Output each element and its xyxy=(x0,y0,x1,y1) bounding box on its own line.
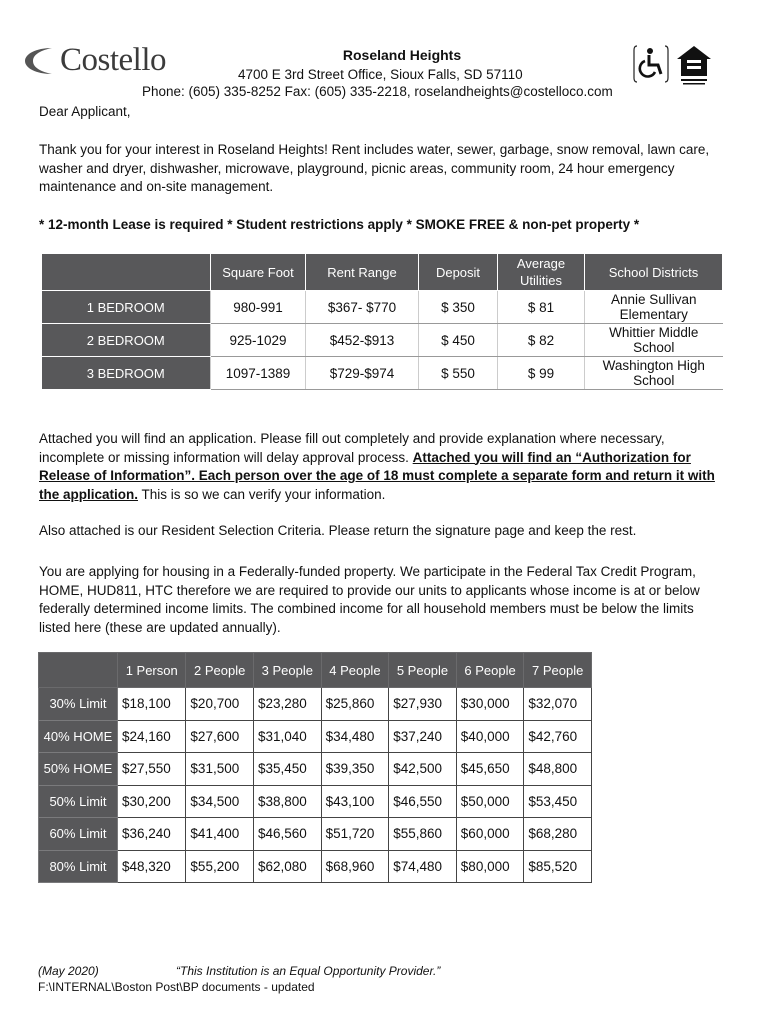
income-header: 6 People xyxy=(456,653,524,688)
footer-line xyxy=(38,964,440,978)
table-cell: $46,560 xyxy=(254,818,322,851)
table-cell: $ 450 xyxy=(419,324,498,357)
footer-date: (May 2020) xyxy=(38,964,99,978)
federal-paragraph: You are applying for housing in a Federally-funded property. We participate in the Federal Tax Credit Program, HOME, HUD811, HTC therefore we are required to provide our units to applicants whose income is at or below federally determined income limits. The combined income for all household members must be below the limits listed here (these are updated annually). xyxy=(39,564,700,635)
income-header: 7 People xyxy=(524,653,592,688)
table-cell: $27,600 xyxy=(186,720,254,753)
table-cell: $ 81 xyxy=(498,291,585,324)
table-row xyxy=(39,688,592,721)
table-cell: $ 82 xyxy=(498,324,585,357)
unit-header-schools: School Districts xyxy=(585,254,723,291)
intro-paragraph: Thank you for your interest in Roseland Heights! Rent includes water, sewer, garbage, snow removal, lawn care, washer and dryer, dishwasher, microwave, playground, picnic areas, community room, 24 hour emergency maintenance and on-site management. xyxy=(39,142,710,194)
income-header-blank xyxy=(39,653,118,688)
table-row xyxy=(42,324,723,357)
application-paragraph xyxy=(39,430,719,504)
limit-label: 60% Limit xyxy=(39,818,118,851)
table-cell: $ 350 xyxy=(419,291,498,324)
table-cell: $43,100 xyxy=(321,785,389,818)
table-cell: $31,040 xyxy=(254,720,322,753)
unit-header-utilities: Average Utilities xyxy=(498,254,585,291)
lease-requirements: * 12-month Lease is required * Student restrictions apply * SMOKE FREE & non-pet property * xyxy=(39,217,640,232)
table-cell: $68,960 xyxy=(321,850,389,883)
table-cell: $39,350 xyxy=(321,753,389,786)
unit-header-deposit: Deposit xyxy=(419,254,498,291)
table-cell: $42,760 xyxy=(524,720,592,753)
unit-header-rent: Rent Range xyxy=(306,254,419,291)
table-cell: 980-991 xyxy=(211,291,306,324)
table-cell: $80,000 xyxy=(456,850,524,883)
table-cell: Whittier Middle School xyxy=(585,324,723,357)
application-text-c: This is so we can verify your information. xyxy=(138,486,386,502)
table-cell: $37,240 xyxy=(389,720,457,753)
table-row xyxy=(39,818,592,851)
table-cell: $ 550 xyxy=(419,357,498,390)
table-cell: $25,860 xyxy=(321,688,389,721)
income-limits-table xyxy=(38,652,592,883)
criteria-paragraph: Also attached is our Resident Selection Criteria. Please return the signature page and keep the rest. xyxy=(39,523,637,538)
application-text-a: Attached you will find an application. Please fill out completely and provide explanation where necessary, incomplete or missing information will delay approval process. xyxy=(39,431,665,465)
table-cell: $51,720 xyxy=(321,818,389,851)
limit-label: 30% Limit xyxy=(39,688,118,721)
unit-type: 1 BEDROOM xyxy=(42,291,211,324)
table-cell: $32,070 xyxy=(524,688,592,721)
table-cell: $48,320 xyxy=(118,850,186,883)
logo-text: Costello xyxy=(60,42,167,78)
table-cell: $46,550 xyxy=(389,785,457,818)
table-cell: $45,650 xyxy=(456,753,524,786)
footer-path: F:\INTERNAL\Boston Post\BP documents - updated xyxy=(38,980,315,994)
table-cell: $452-$913 xyxy=(306,324,419,357)
table-cell: $40,000 xyxy=(456,720,524,753)
property-contact: Phone: (605) 335-8252 Fax: (605) 335-2218, roselandheights@costelloco.com xyxy=(142,84,613,99)
table-cell: $35,450 xyxy=(254,753,322,786)
income-header: 3 People xyxy=(254,653,322,688)
table-cell: $23,280 xyxy=(254,688,322,721)
property-address: 4700 E 3rd Street Office, Sioux Falls, SD 57110 xyxy=(238,67,523,82)
wheelchair-accessible-icon xyxy=(633,44,669,84)
unit-header-sqft: Square Foot xyxy=(211,254,306,291)
income-header: 1 Person xyxy=(118,653,186,688)
table-cell: $18,100 xyxy=(118,688,186,721)
table-cell: $62,080 xyxy=(254,850,322,883)
unit-table-header xyxy=(42,254,723,291)
table-cell: $20,700 xyxy=(186,688,254,721)
equal-housing-opportunity-icon xyxy=(675,44,713,86)
table-cell: $55,860 xyxy=(389,818,457,851)
limit-label: 40% HOME xyxy=(39,720,118,753)
table-cell: $41,400 xyxy=(186,818,254,851)
table-cell: $31,500 xyxy=(186,753,254,786)
table-cell: $42,500 xyxy=(389,753,457,786)
compliance-icons xyxy=(633,44,713,86)
table-row xyxy=(39,753,592,786)
income-header: 5 People xyxy=(389,653,457,688)
table-cell: 1097-1389 xyxy=(211,357,306,390)
salutation: Dear Applicant, xyxy=(39,104,131,119)
table-row xyxy=(39,850,592,883)
table-row xyxy=(39,720,592,753)
authorization-notice: Attached you will find an “Authorization for Release of Information”. Each person over the age of 18 must complete a separate form and return it with the application. xyxy=(39,449,715,502)
table-row xyxy=(42,357,723,390)
table-cell: $74,480 xyxy=(389,850,457,883)
table-cell: $729-$974 xyxy=(306,357,419,390)
table-cell: $27,930 xyxy=(389,688,457,721)
unit-table xyxy=(41,253,723,390)
table-cell: $30,200 xyxy=(118,785,186,818)
table-cell: $60,000 xyxy=(456,818,524,851)
table-cell: $34,500 xyxy=(186,785,254,818)
income-header: 2 People xyxy=(186,653,254,688)
unit-type: 3 BEDROOM xyxy=(42,357,211,390)
table-cell: $53,450 xyxy=(524,785,592,818)
table-cell: $24,160 xyxy=(118,720,186,753)
table-cell: $27,550 xyxy=(118,753,186,786)
limit-label: 80% Limit xyxy=(39,850,118,883)
table-cell: $30,000 xyxy=(456,688,524,721)
table-cell: $36,240 xyxy=(118,818,186,851)
unit-type: 2 BEDROOM xyxy=(42,324,211,357)
property-name-text: Roseland Heights xyxy=(342,47,462,63)
table-cell: 925-1029 xyxy=(211,324,306,357)
table-cell: $50,000 xyxy=(456,785,524,818)
unit-header-blank xyxy=(42,254,211,291)
table-cell: $85,520 xyxy=(524,850,592,883)
table-cell: $ 99 xyxy=(498,357,585,390)
footer-statement: “This Institution is an Equal Opportunity Provider.” xyxy=(176,964,441,978)
table-cell: $34,480 xyxy=(321,720,389,753)
table-cell: $38,800 xyxy=(254,785,322,818)
table-cell: $55,200 xyxy=(186,850,254,883)
table-row xyxy=(42,291,723,324)
limit-label: 50% Limit xyxy=(39,785,118,818)
limit-label: 50% HOME xyxy=(39,753,118,786)
table-cell: $68,280 xyxy=(524,818,592,851)
table-cell: Annie Sullivan Elementary xyxy=(585,291,723,324)
table-cell: $48,800 xyxy=(524,753,592,786)
table-row xyxy=(39,785,592,818)
income-header: 4 People xyxy=(321,653,389,688)
income-table-header xyxy=(39,653,592,688)
table-cell: Washington High School xyxy=(585,357,723,390)
table-cell: $367- $770 xyxy=(306,291,419,324)
